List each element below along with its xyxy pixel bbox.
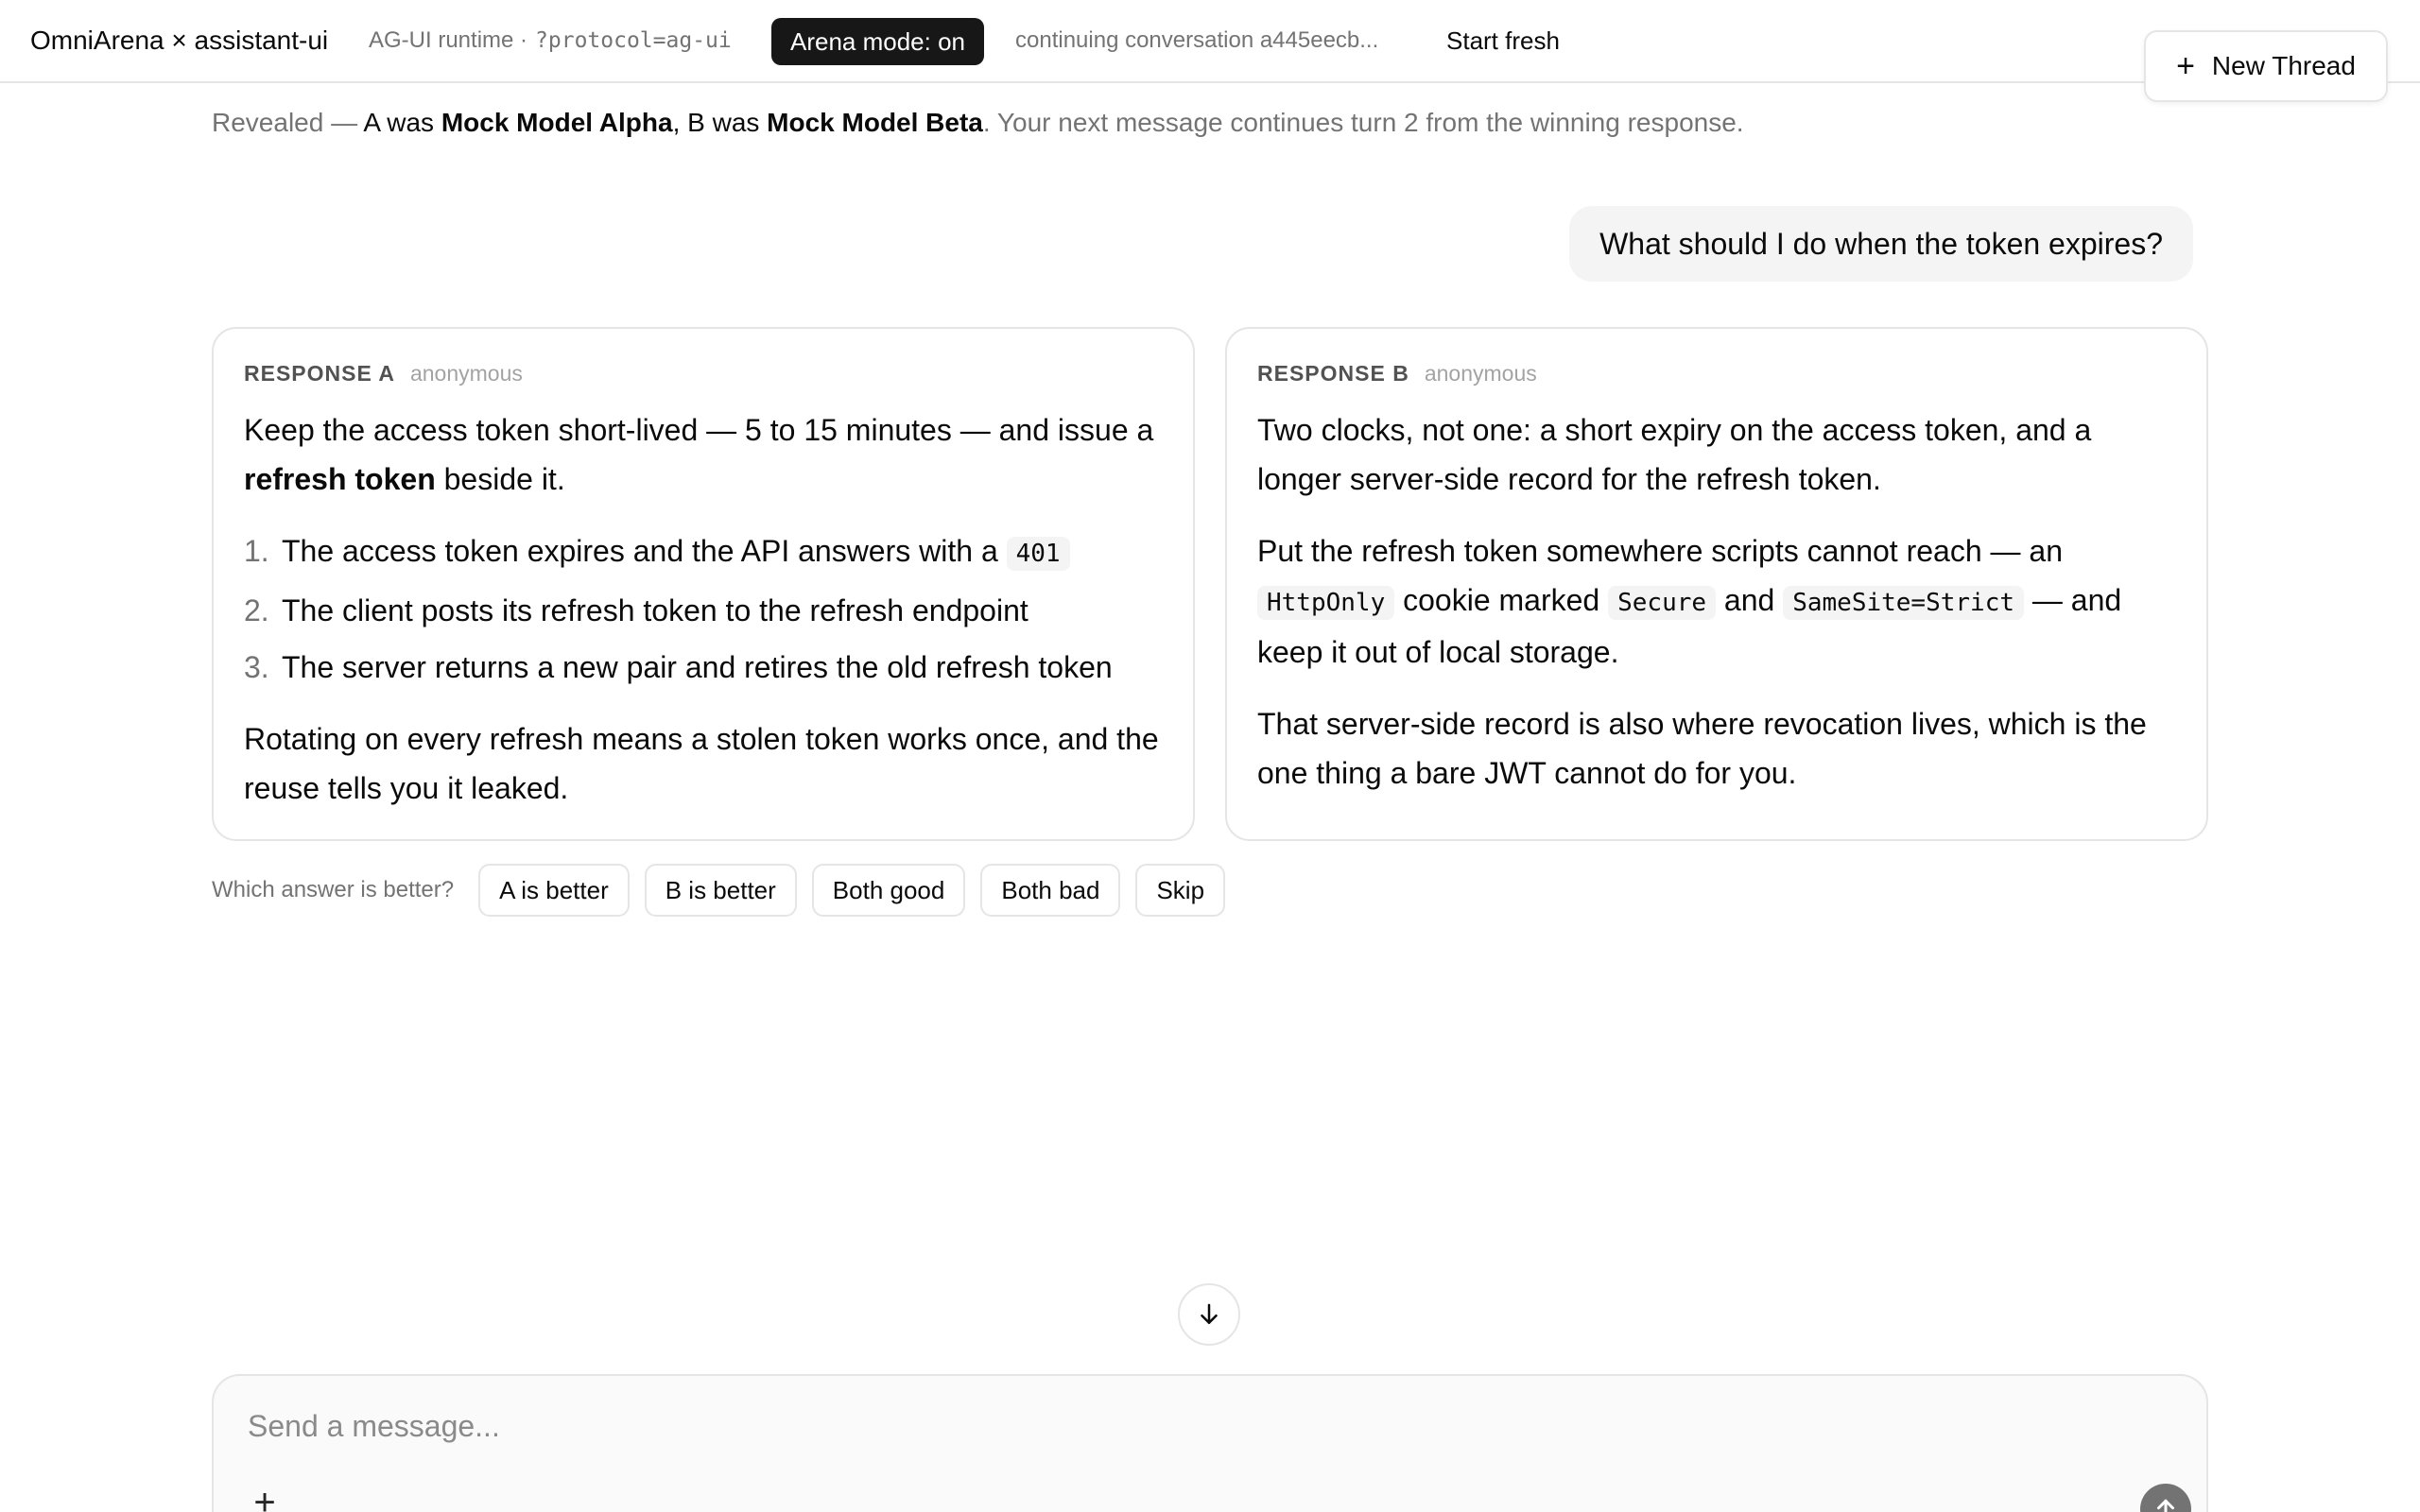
vote-skip-button[interactable]: Skip bbox=[1135, 864, 1225, 917]
step-text: The access token expires and the API answers with a bbox=[282, 534, 1007, 568]
reveal-suffix: . Your next message continues turn 2 from the winning response. bbox=[982, 108, 1744, 137]
runtime-protocol: ?protocol=ag-ui bbox=[535, 28, 732, 53]
intro-text-end: beside it. bbox=[435, 462, 565, 496]
vote-b-better-button[interactable]: B is better bbox=[645, 864, 797, 917]
inline-code: SameSite=Strict bbox=[1783, 586, 2024, 620]
conversation-status: continuing conversation a445eecb... bbox=[1015, 27, 1379, 53]
arrow-up-icon bbox=[2152, 1495, 2180, 1512]
top-bar bbox=[0, 0, 2420, 83]
response-b-card bbox=[1225, 327, 2208, 841]
inline-code: Secure bbox=[1608, 586, 1716, 620]
arena-mode-toggle[interactable]: Arena mode: on bbox=[771, 18, 984, 65]
response-b-paragraph-3: That server-side record is also where revocation lives, which is the one thing a bare JWT cannot do for you. bbox=[1257, 707, 2147, 790]
response-a-tag: anonymous bbox=[409, 361, 523, 386]
vote-both-good-button[interactable]: Both good bbox=[812, 864, 966, 917]
vote-both-bad-button[interactable]: Both bad bbox=[980, 864, 1120, 917]
scroll-to-bottom-button[interactable] bbox=[1178, 1283, 1240, 1346]
step-text: The server returns a new pair and retires the old refresh token bbox=[282, 650, 1113, 684]
intro-text: Keep the access token short-lived — 5 to 15 minutes — and issue a bbox=[244, 413, 1154, 447]
list-item bbox=[244, 526, 1163, 578]
response-b-paragraph-1: Two clocks, not one: a short expiry on the access token, and a longer server-side record for the refresh token. bbox=[1257, 413, 2092, 496]
para-text: cookie marked bbox=[1394, 583, 1609, 617]
reveal-prefix: Revealed — bbox=[212, 108, 364, 137]
arrow-down-icon bbox=[1195, 1300, 1223, 1329]
response-b-tag: anonymous bbox=[1424, 361, 1537, 386]
user-message: What should I do when the token expires? bbox=[1569, 206, 2193, 282]
vote-row bbox=[212, 864, 1225, 917]
reveal-separator: , B was bbox=[672, 108, 768, 137]
vote-a-better-button[interactable]: A is better bbox=[478, 864, 630, 917]
reveal-a-prefix: A was bbox=[363, 108, 441, 137]
model-b-name: Mock Model Beta bbox=[767, 108, 983, 137]
list-text bbox=[282, 526, 1070, 578]
reveal-banner bbox=[212, 108, 1744, 138]
model-a-name: Mock Model Alpha bbox=[441, 108, 673, 137]
response-b-paragraph-2 bbox=[1257, 526, 2176, 677]
list-item bbox=[244, 643, 1163, 692]
new-thread-button[interactable] bbox=[2144, 30, 2388, 102]
message-composer bbox=[212, 1374, 2208, 1512]
response-b-label: RESPONSE B bbox=[1257, 361, 1409, 386]
runtime-info bbox=[369, 0, 732, 81]
response-a-outro: Rotating on every refresh means a stolen token works once, and the reuse tells you it leaked. bbox=[244, 722, 1159, 805]
intro-bold: refresh token bbox=[244, 462, 436, 496]
inline-code: 401 bbox=[1007, 537, 1070, 571]
inline-code: HttpOnly bbox=[1257, 586, 1394, 620]
step-text: The client posts its refresh token to the refresh endpoint bbox=[282, 593, 1028, 627]
plus-icon: + bbox=[2176, 48, 2195, 84]
list-number: 1. bbox=[244, 534, 269, 568]
message-input[interactable] bbox=[248, 1402, 2044, 1450]
start-fresh-button[interactable]: Start fresh bbox=[1446, 26, 1560, 55]
plus-icon: + bbox=[253, 1481, 276, 1512]
para-text: — and keep it out of local storage. bbox=[1257, 583, 2122, 669]
response-a-label: RESPONSE A bbox=[244, 361, 395, 386]
list-number: 2. bbox=[244, 593, 269, 627]
para-text: and bbox=[1716, 583, 1784, 617]
response-a-steps bbox=[244, 526, 1163, 692]
vote-question: Which answer is better? bbox=[212, 877, 455, 902]
list-item bbox=[244, 586, 1163, 635]
response-a-card bbox=[212, 327, 1195, 841]
para-text: Put the refresh token somewhere scripts cannot reach — an bbox=[1257, 534, 2063, 568]
app-title: OmniArena × assistant-ui bbox=[30, 26, 329, 55]
new-thread-label: New Thread bbox=[2211, 51, 2356, 80]
runtime-label: AG-UI runtime · bbox=[369, 27, 528, 53]
list-number: 3. bbox=[244, 650, 269, 684]
response-a-intro bbox=[244, 405, 1163, 504]
attach-button[interactable] bbox=[242, 1480, 287, 1512]
send-button[interactable] bbox=[2140, 1484, 2191, 1512]
